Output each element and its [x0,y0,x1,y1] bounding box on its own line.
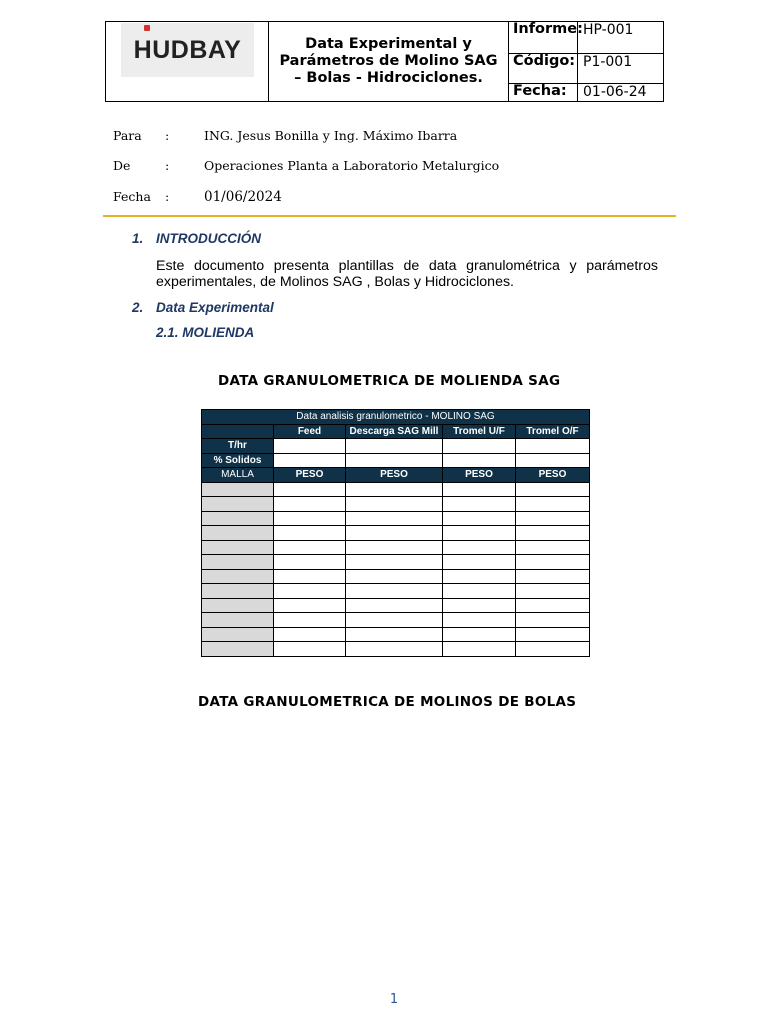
table-cell[interactable] [443,526,516,541]
table-cell[interactable] [443,627,516,642]
table-cell[interactable] [516,511,590,526]
caption-sag: DATA GRANULOMETRICA DE MOLIENDA SAG [218,373,561,389]
section-2-number: 2. [132,300,144,315]
table-cell[interactable] [516,526,590,541]
table-cell[interactable] [274,627,346,642]
table-cell[interactable] [346,482,443,497]
logo-text: HUDBAY [133,35,242,64]
row-label-solidos: % Solidos [202,453,274,468]
granulometry-table-sag [201,409,590,657]
page-number: 1 [389,992,399,1007]
memo-label: Fecha [113,189,151,204]
memo-label: De [113,158,131,173]
table-cell[interactable] [443,555,516,570]
meta-row-informe [509,22,663,54]
table-cell[interactable] [516,540,590,555]
column-header-tromel-of: Tromel O/F [516,424,590,439]
table-row [202,555,590,570]
malla-cell[interactable] [202,540,274,555]
table-title-row [202,410,590,425]
column-header-feed: Feed [274,424,346,439]
table-cell[interactable] [346,439,443,454]
table-row [202,482,590,497]
table-cell[interactable] [443,453,516,468]
column-header-descarga: Descarga SAG Mill [346,424,443,439]
document-header [105,21,664,102]
memo-colon: : [165,158,170,173]
table-cell[interactable] [346,642,443,657]
table-cell[interactable] [516,453,590,468]
malla-cell[interactable] [202,598,274,613]
table-cell[interactable] [443,540,516,555]
table-cell[interactable] [274,482,346,497]
memo-label: Para [113,128,142,143]
table-row [202,497,590,512]
table-row [202,540,590,555]
table-cell[interactable] [516,642,590,657]
row-label-thr: T/hr [202,439,274,454]
caption-bolas: DATA GRANULOMETRICA DE MOLINOS DE BOLAS [198,694,577,710]
document-title: Data Experimental y Parámetros de Molino SAG – Bolas - Hidrociclones. [269,22,509,101]
table-cell[interactable] [346,613,443,628]
document-meta [509,22,663,101]
table-cell[interactable] [346,569,443,584]
malla-header: MALLA [202,468,274,483]
table-body [202,482,590,656]
table-cell[interactable] [274,540,346,555]
logo-accent-mark [144,25,150,31]
table-cell[interactable] [516,613,590,628]
horizontal-rule [103,215,676,217]
meta-value: 01-06-24 [583,84,647,100]
table-cell[interactable] [346,526,443,541]
peso-header: PESO [516,468,590,483]
memo-value: Operaciones Planta a Laboratorio Metalurgico [204,158,500,173]
table-cell[interactable] [274,584,346,599]
table-row-malla-header [202,468,590,483]
memo-colon: : [165,189,170,204]
table-cell[interactable] [443,569,516,584]
table-cell[interactable] [274,497,346,512]
table-row [202,613,590,628]
malla-cell[interactable] [202,555,274,570]
section-2-1-heading: 2.1. MOLIENDA [156,325,255,340]
table-title: Data analisis granulometrico - MOLINO SAG [202,410,590,425]
table-cell[interactable] [516,627,590,642]
table-cell[interactable] [443,482,516,497]
meta-value: HP-001 [583,22,634,38]
table-cell[interactable] [516,584,590,599]
table-cell[interactable] [274,439,346,454]
hudbay-logo [121,23,254,77]
table-cell[interactable] [346,540,443,555]
table-row [202,569,590,584]
table-row [202,642,590,657]
column-header-empty [202,424,274,439]
memo-colon: : [165,128,170,143]
table-cell[interactable] [346,511,443,526]
column-header-tromel-uf: Tromel U/F [443,424,516,439]
table-cell[interactable] [346,453,443,468]
table-cell[interactable] [274,511,346,526]
malla-cell[interactable] [202,526,274,541]
table-cell[interactable] [274,569,346,584]
malla-cell[interactable] [202,497,274,512]
table-cell[interactable] [443,584,516,599]
table-cell[interactable] [274,598,346,613]
table-cell[interactable] [346,555,443,570]
peso-header: PESO [274,468,346,483]
table-row [202,511,590,526]
table-cell[interactable] [516,497,590,512]
table-cell[interactable] [516,482,590,497]
table-row [202,526,590,541]
table-cell[interactable] [443,439,516,454]
table-cell[interactable] [443,642,516,657]
intro-paragraph: Este documento presenta plantillas de data granulométrica y parámetros experimentales, de Molinos SAG , Bolas y Hidrociclones. [156,258,658,290]
section-1-heading: INTRODUCCIÓN [156,231,261,246]
peso-header: PESO [443,468,516,483]
meta-label: Fecha: [509,84,578,101]
table-cell[interactable] [443,511,516,526]
table-row [202,598,590,613]
malla-cell[interactable] [202,482,274,497]
malla-cell[interactable] [202,569,274,584]
table-row [202,584,590,599]
table-cell[interactable] [346,497,443,512]
malla-cell[interactable] [202,584,274,599]
table-cell[interactable] [443,598,516,613]
meta-value: P1-001 [583,54,633,70]
table-cell[interactable] [274,642,346,657]
table-cell[interactable] [346,598,443,613]
meta-row-codigo [509,54,663,84]
table-cell[interactable] [274,453,346,468]
table-row-thr [202,439,590,454]
table-row [202,627,590,642]
table-cell[interactable] [516,439,590,454]
table-cell[interactable] [516,569,590,584]
table-cell[interactable] [346,584,443,599]
meta-row-fecha [509,84,663,101]
table-cell[interactable] [274,526,346,541]
malla-cell[interactable] [202,627,274,642]
table-row-solidos [202,453,590,468]
malla-cell[interactable] [202,642,274,657]
section-2-heading: Data Experimental [156,300,274,315]
table-cell[interactable] [516,555,590,570]
memo-value: ING. Jesus Bonilla y Ing. Máximo Ibarra [204,128,458,143]
table-cell[interactable] [274,613,346,628]
memo-value: 01/06/2024 [204,189,282,205]
peso-header: PESO [346,468,443,483]
table-cell[interactable] [443,613,516,628]
table-cell[interactable] [274,555,346,570]
meta-label: Informe: [509,22,578,53]
table-column-header-row [202,424,590,439]
table-cell[interactable] [443,497,516,512]
malla-cell[interactable] [202,613,274,628]
logo-cell [106,22,269,101]
section-1-number: 1. [132,231,144,246]
meta-label: Código: [509,54,578,83]
malla-cell[interactable] [202,511,274,526]
table-cell[interactable] [516,598,590,613]
table-cell[interactable] [346,627,443,642]
